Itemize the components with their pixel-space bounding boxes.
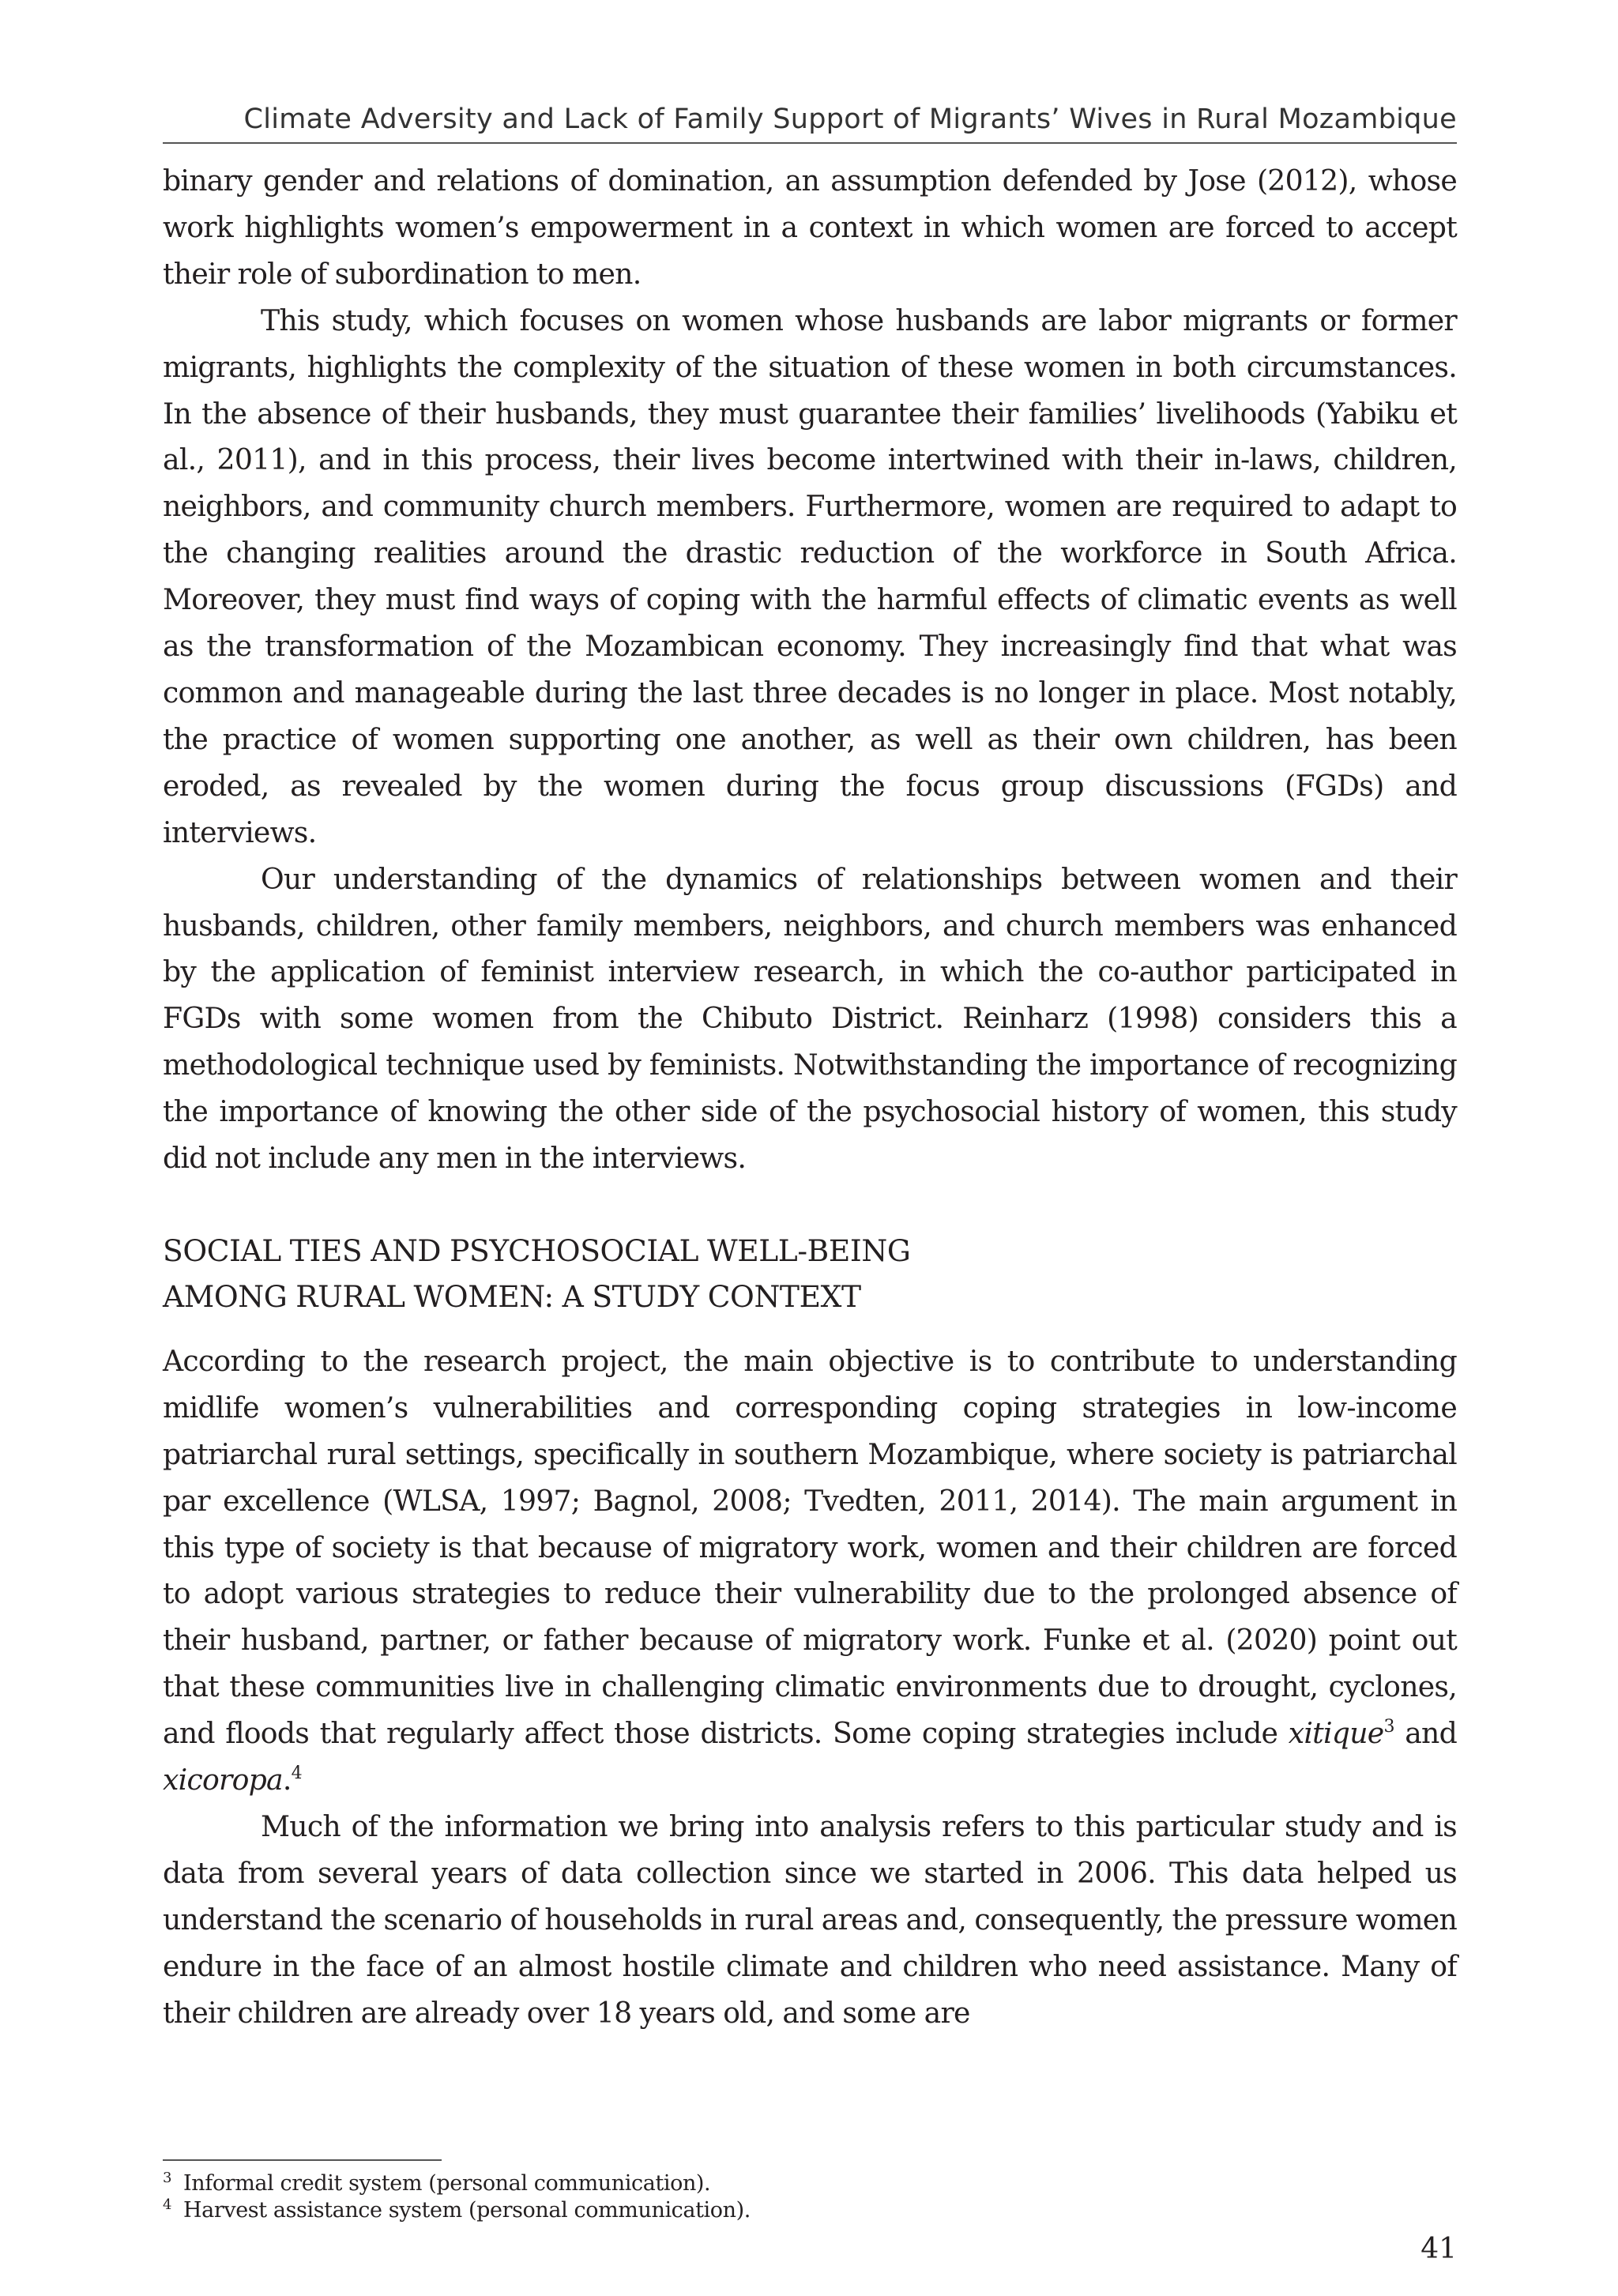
- section-heading-line-2: AMONG RURAL WOMEN: A STUDY CONTEXT: [163, 1278, 861, 1314]
- footnote-4: 4 Harvest assistance system (personal communication).: [163, 2196, 751, 2223]
- section-heading-line-1: SOCIAL TIES AND PSYCHOSOCIAL WELL-BEING: [163, 1233, 911, 1268]
- footnote-ref-3[interactable]: 3: [1383, 1717, 1394, 1737]
- header-rule: [163, 142, 1457, 144]
- joiner-and: and: [1405, 1716, 1458, 1751]
- paragraph-1: binary gender and relations of domination, an assumption defended by Jose (2012), whose work highlights women’s empowerment in a context in which women are forced to accept their role of subordination to men.: [163, 164, 1457, 291]
- term-xicoropa: xicoropa: [163, 1763, 283, 1797]
- paragraph-3: Our understanding of the dynamics of relationships between women and their husbands, children, other family members, neighbors, and church members was enhanced by the application of feminist interview research, in which the co-author participated in FGDs with some women from the Chibuto District. Reinharz (1998) considers this a methodological technique used by feminists. Notwithstanding the importance of recognizing the importance of knowing the other side of the psychosocial history of women, this study did not include any men in the interviews.: [163, 861, 1457, 1176]
- term-period: .: [282, 1763, 292, 1797]
- footnote-3-text: Informal credit system (personal communication).: [183, 2171, 711, 2196]
- footnote-4-text: Harvest assistance system (personal communication).: [183, 2198, 751, 2223]
- section-paragraph-2: Much of the information we bring into analysis refers to this particular study and is data from several years of data collection since we started in 2006. This data helped us understand the scenario of households in rural areas and, consequently, the pressure women endure in the face of an almost hostile climate and children who need assistance. Many of their children are already over 18 years old, and some are: [163, 1809, 1457, 2030]
- section-heading: [163, 1228, 1457, 1319]
- section-paragraph-1: [163, 1338, 1457, 1804]
- term-xitique: xitique: [1288, 1716, 1384, 1751]
- section-paragraph-1-text: According to the research project, the main objective is to contribute to understanding midlife women’s vulnerabilities and corresponding coping strategies in low-income patriarchal rural settings, specifically in southern Mozambique, where society is patriarchal par excellence (WLSA, 1997; Bagnol, 2008; Tvedten, 2011, 2014). The main argument in this type of society is that because of migratory work, women and their children are forced to adopt various strategies to reduce their vulnerability due to the prolonged absence of their husband, partner, or father because of migratory work. Funke et al. (2020) point out that these communities live in challenging climatic environments due to drought, cyclones, and floods that regularly affect those districts. Some coping strategies include: [163, 1343, 1457, 1751]
- paragraph-2: This study, which focuses on women whose husbands are labor migrants or former migrants, highlights the complexity of the situation of these women in both circumstances. In the absence of their husbands, they must guarantee their families’ livelihoods (Yabiku et al., 2011), and in this process, their lives become intertwined with their in-laws, children, neighbors, and community church members. Furthermore, women are required to adapt to the changing realities around the drastic reduction of the workforce in South Africa. Moreover, they must find ways of coping with the harmful effects of climatic events as well as the transformation of the Mozambican economy. They increasingly find that what was common and manageable during the last three decades is no longer in place. Most notably, the practice of women supporting one another, as well as their own children, has been eroded, as revealed by the women during the focus group discussions (FGDs) and interviews.: [163, 303, 1457, 849]
- footnote-3: 3 Informal credit system (personal communication).: [163, 2170, 711, 2196]
- footnote-rule: [163, 2159, 442, 2161]
- footnotes: [163, 2170, 1457, 2224]
- running-head: Climate Adversity and Lack of Family Support of Migrants’ Wives in Rural Mozambique: [243, 104, 1457, 135]
- footnote-ref-4[interactable]: 4: [291, 1763, 302, 1784]
- page-number: 41: [1420, 2233, 1457, 2265]
- body-text: [163, 158, 1457, 2037]
